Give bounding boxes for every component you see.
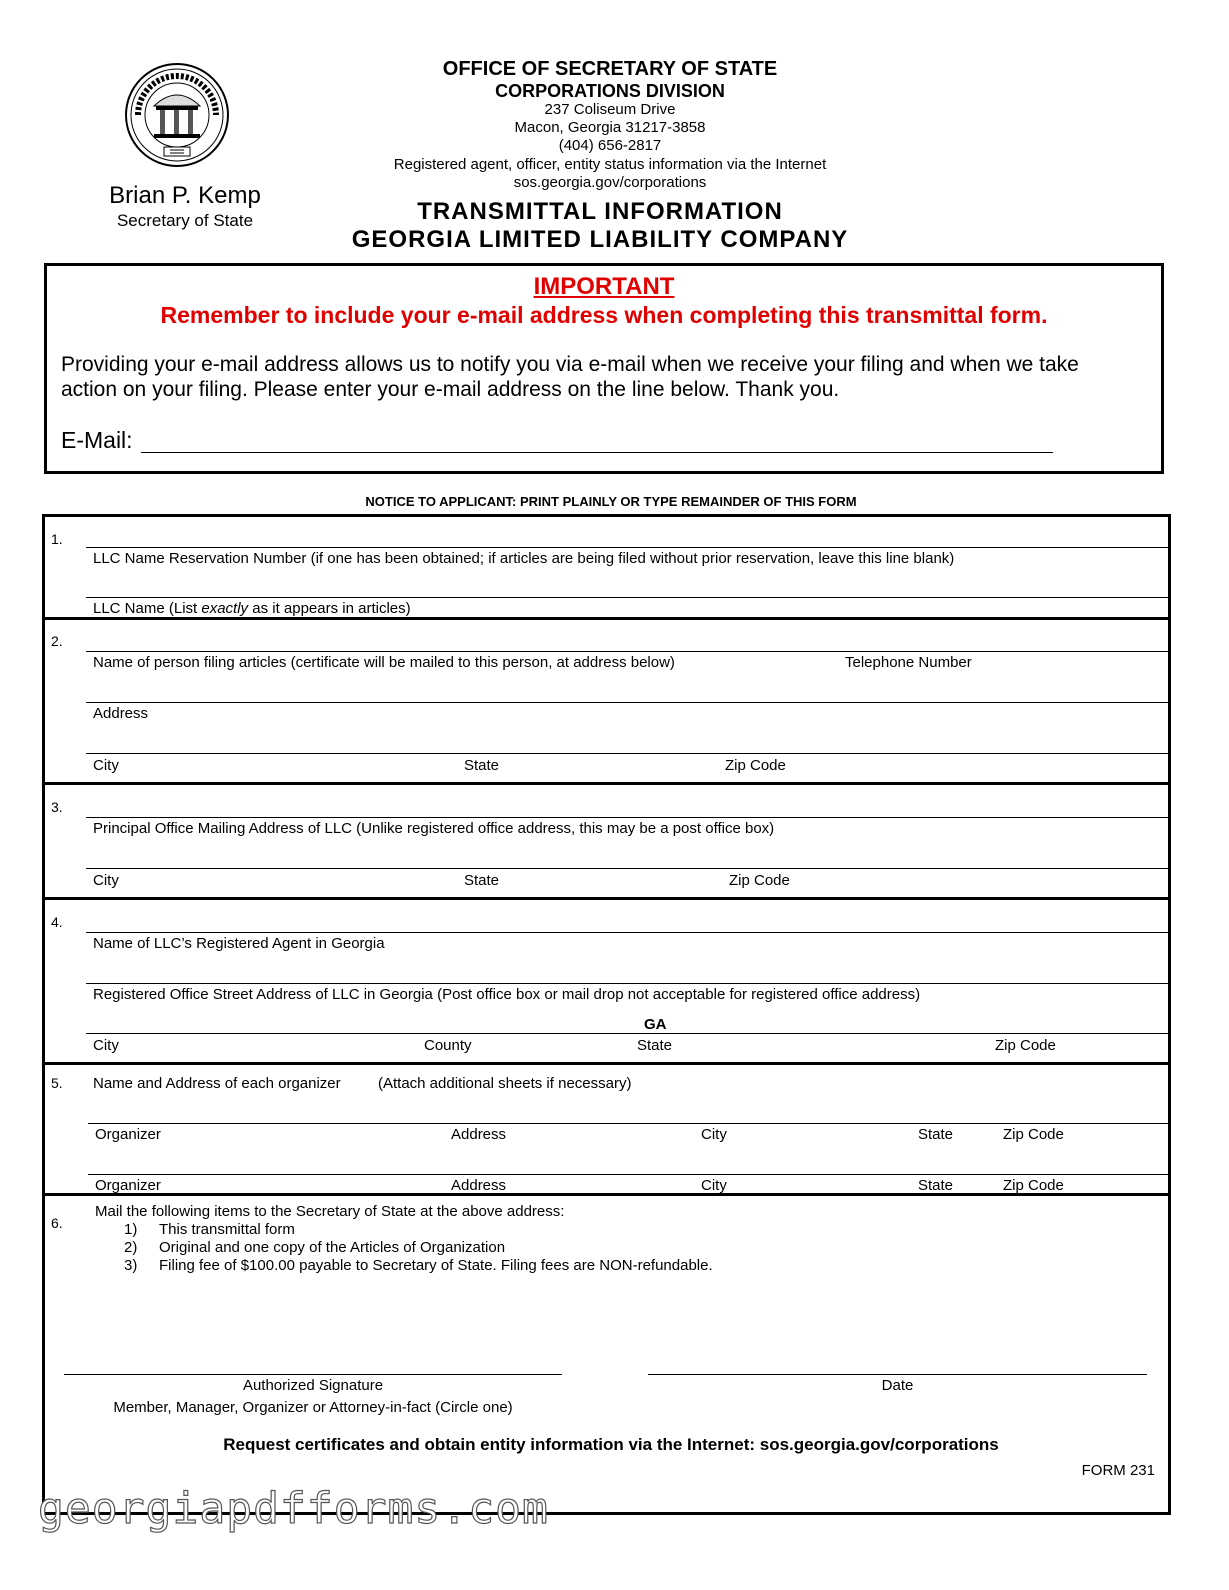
reservation-number-field[interactable] bbox=[86, 547, 1168, 548]
section-5-number: 5. bbox=[51, 1075, 63, 1091]
registered-agent-label: Name of LLC’s Registered Agent in Georgia bbox=[93, 935, 385, 952]
request-certificates-note: Request certificates and obtain entity information via the Internet: sos.georgia.gov/corporations bbox=[223, 1435, 999, 1454]
watermark: georgiapdfforms.com bbox=[38, 1484, 549, 1534]
georgia-state-seal-icon bbox=[124, 62, 230, 168]
filer-address-field[interactable] bbox=[86, 702, 1168, 703]
email-label: E-Mail: bbox=[61, 427, 133, 453]
registered-office-label: Registered Office Street Address of LLC in Georgia (Post office box or mail drop not acceptable for registered office address) bbox=[93, 986, 921, 1003]
section-6-number: 6. bbox=[51, 1215, 63, 1231]
mail-item-1-text: This transmittal form bbox=[159, 1221, 295, 1238]
registered-agent-field[interactable] bbox=[86, 932, 1168, 933]
section-4-number: 4. bbox=[51, 914, 63, 930]
form-title-line2: GEORGIA LIMITED LIABILITY COMPANY bbox=[351, 226, 849, 253]
filer-address-label: Address bbox=[93, 705, 149, 722]
division-title: CORPORATIONS DIVISION bbox=[495, 81, 725, 101]
registered-office-field[interactable] bbox=[86, 983, 1168, 984]
mailing-zip-label: Zip Code bbox=[729, 872, 790, 889]
website-link[interactable]: sos.georgia.gov/corporations bbox=[513, 174, 707, 191]
mailing-city-state-zip-field[interactable] bbox=[86, 868, 1168, 869]
mail-item-2-num: 2) bbox=[124, 1239, 138, 1256]
llc-name-field[interactable] bbox=[86, 597, 1168, 598]
mail-item-3-text: Filing fee of $100.00 payable to Secretary of State. Filing fees are NON-refundable. bbox=[159, 1257, 713, 1274]
secretary-name: Brian P. Kemp bbox=[109, 182, 261, 209]
important-heading: IMPORTANT bbox=[533, 273, 675, 300]
filer-name-field[interactable] bbox=[86, 651, 1168, 652]
section-divider bbox=[42, 782, 1171, 785]
organizer-1-field[interactable] bbox=[88, 1123, 1168, 1124]
form-title-line1: TRANSMITTAL INFORMATION bbox=[417, 198, 783, 225]
mailing-city-label: City bbox=[93, 872, 119, 889]
mailing-address-field[interactable] bbox=[86, 817, 1168, 818]
organizer-2-zip-label: Zip Code bbox=[1003, 1177, 1064, 1194]
secretary-title: Secretary of State bbox=[116, 211, 254, 230]
filer-zip-label: Zip Code bbox=[725, 757, 786, 774]
form-number: FORM 231 bbox=[1081, 1462, 1155, 1479]
mail-items-intro: Mail the following items to the Secretary of State at the above address: bbox=[95, 1203, 565, 1220]
section-divider bbox=[42, 1193, 1171, 1196]
filer-city-label: City bbox=[93, 757, 119, 774]
mail-item-3-num: 3) bbox=[124, 1257, 138, 1274]
organizer-1-address-label: Address bbox=[451, 1126, 507, 1143]
telephone-label: Telephone Number bbox=[845, 654, 972, 671]
registered-state-label: State bbox=[637, 1037, 673, 1054]
organizer-2-city-label: City bbox=[701, 1177, 727, 1194]
section-3-number: 3. bbox=[51, 799, 63, 815]
organizer-1-city-label: City bbox=[701, 1126, 727, 1143]
office-street: 237 Coliseum Drive bbox=[544, 101, 676, 118]
signature-field[interactable] bbox=[64, 1374, 562, 1375]
capacity-label: Member, Manager, Organizer or Attorney-in-fact (Circle one) bbox=[113, 1399, 513, 1416]
organizer-1-state-label: State bbox=[918, 1126, 954, 1143]
internet-note: Registered agent, officer, entity status information via the Internet bbox=[393, 156, 827, 173]
section-divider bbox=[42, 617, 1171, 620]
organizer-2-state-label: State bbox=[918, 1177, 954, 1194]
filer-state-label: State bbox=[464, 757, 500, 774]
email-reminder: Remember to include your e-mail address when completing this transmittal form. bbox=[160, 302, 1048, 328]
mail-item-1-num: 1) bbox=[124, 1221, 138, 1238]
registered-zip-label: Zip Code bbox=[995, 1037, 1056, 1054]
organizer-2-field[interactable] bbox=[88, 1174, 1168, 1175]
office-phone: (404) 656-2817 bbox=[558, 137, 662, 154]
date-label: Date bbox=[881, 1377, 914, 1394]
organizer-1-label: Organizer bbox=[95, 1126, 161, 1143]
organizers-heading: Name and Address of each organizer bbox=[93, 1075, 341, 1092]
filer-name-label: Name of person filing articles (certificate will be mailed to this person, at address below) bbox=[93, 654, 675, 671]
state-ga-value: GA bbox=[644, 1016, 667, 1033]
section-divider bbox=[42, 897, 1171, 900]
email-explanation: Providing your e-mail address allows us to notify you via e-mail when we receive your filing and when we take action on your filing. Please enter your e-mail address on the line below. Thank you. bbox=[61, 353, 1079, 401]
organizer-2-address-label: Address bbox=[451, 1177, 507, 1194]
section-divider bbox=[42, 1062, 1171, 1065]
section-2-number: 2. bbox=[51, 633, 63, 649]
registered-city-county-state-zip-field[interactable] bbox=[86, 1033, 1168, 1034]
registered-county-label: County bbox=[424, 1037, 472, 1054]
email-field[interactable] bbox=[141, 452, 1053, 453]
organizer-2-label: Organizer bbox=[95, 1177, 161, 1194]
organizers-attach-note: (Attach additional sheets if necessary) bbox=[378, 1075, 632, 1092]
mailing-address-label: Principal Office Mailing Address of LLC (Unlike registered office address, this may be a post office box) bbox=[93, 820, 775, 837]
date-field[interactable] bbox=[648, 1374, 1147, 1375]
notice-to-applicant: NOTICE TO APPLICANT: PRINT PLAINLY OR TYPE REMAINDER OF THIS FORM bbox=[365, 494, 857, 509]
registered-city-label: City bbox=[93, 1037, 119, 1054]
office-city: Macon, Georgia 31217-3858 bbox=[514, 119, 706, 136]
organizer-1-zip-label: Zip Code bbox=[1003, 1126, 1064, 1143]
section-1-number: 1. bbox=[51, 531, 63, 547]
reservation-number-label: LLC Name Reservation Number (if one has been obtained; if articles are being filed without prior reservation, leave this line blank) bbox=[93, 550, 955, 567]
llc-name-label: LLC Name (List exactly as it appears in articles) bbox=[93, 600, 411, 617]
mail-item-2-text: Original and one copy of the Articles of Organization bbox=[159, 1239, 506, 1256]
signature-label: Authorized Signature bbox=[242, 1377, 384, 1394]
mailing-state-label: State bbox=[464, 872, 500, 889]
filer-city-state-zip-field[interactable] bbox=[86, 753, 1168, 754]
office-title: OFFICE OF SECRETARY OF STATE bbox=[442, 58, 778, 80]
